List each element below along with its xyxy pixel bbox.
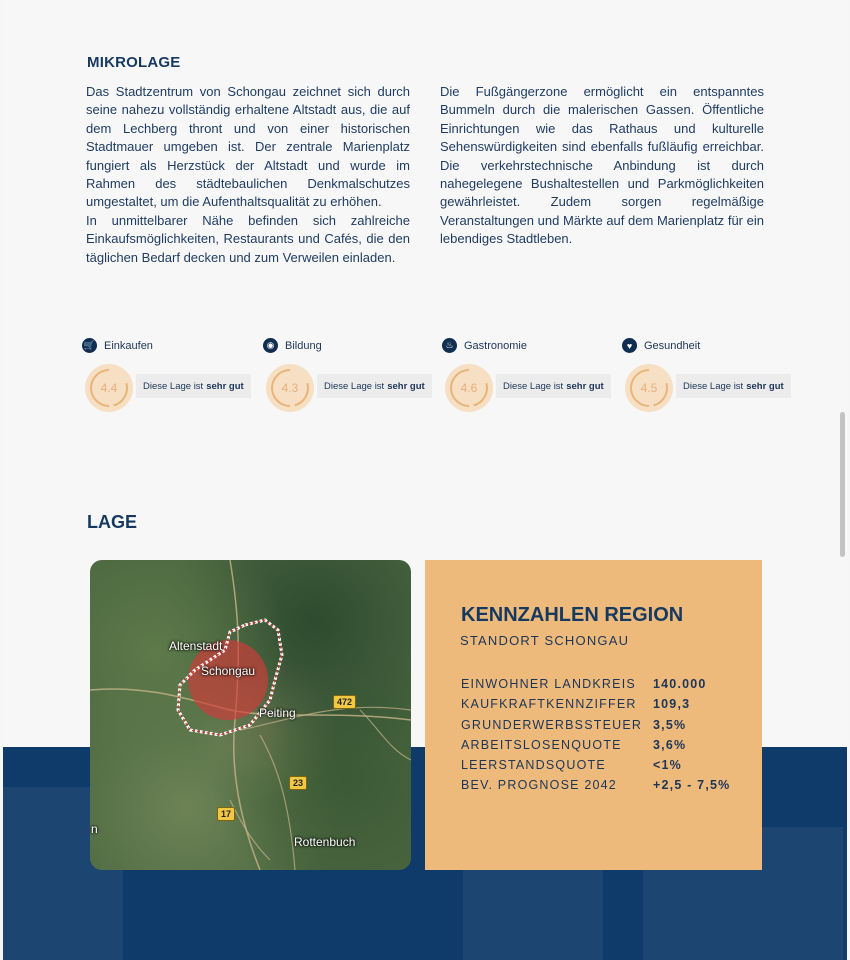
score-label: Gesundheit bbox=[644, 339, 701, 352]
score-ring bbox=[85, 364, 133, 412]
score-header bbox=[622, 338, 700, 353]
score-value: 4.4 bbox=[100, 381, 118, 395]
mikrolage-paragraph-2: In unmittelbarer Nähe befinden sich zahlreiche Einkaufsmöglichkeiten, Restaurants und Cafés, die den täglichen Bedarf decken und zum Verweilen einladen. bbox=[86, 212, 410, 265]
rating-prefix: Diese Lage ist bbox=[324, 380, 385, 392]
kpi-label: LEERSTANDSQUOTE bbox=[461, 758, 606, 773]
score-header bbox=[442, 338, 527, 353]
kennzahlen-card bbox=[425, 560, 762, 870]
mikrolage-title: MIKROLAGE bbox=[87, 54, 181, 71]
map-label-rottenbuch: Rottenbuch bbox=[294, 835, 356, 849]
map-label-peiting: Peiting bbox=[259, 706, 296, 720]
kpi-label: BEV. PROGNOSE 2042 bbox=[461, 778, 617, 793]
kpi-value: 3,6% bbox=[653, 737, 687, 752]
rating-bold: sehr gut bbox=[387, 380, 425, 392]
road-badge-23: 23 bbox=[289, 776, 307, 790]
shopping-cart-icon: 🛒 bbox=[82, 338, 97, 353]
kpi-value: 109,3 bbox=[653, 697, 691, 712]
restaurant-icon: ♨ bbox=[442, 338, 457, 353]
rating-prefix: Diese Lage ist bbox=[143, 380, 204, 392]
score-value: 4.5 bbox=[640, 381, 658, 395]
road-badge-17: 17 bbox=[217, 807, 235, 821]
kpi-row bbox=[461, 718, 730, 738]
score-header bbox=[82, 338, 153, 353]
scrollbar-thumb[interactable] bbox=[840, 412, 845, 557]
kpi-row bbox=[461, 697, 730, 717]
kennzahlen-subtitle: STANDORT SCHONGAU bbox=[460, 633, 630, 648]
rating-bold: sehr gut bbox=[566, 380, 604, 392]
rating-prefix: Diese Lage ist bbox=[503, 380, 564, 392]
kpi-value: +2,5 - 7,5% bbox=[653, 778, 731, 793]
score-value: 4.3 bbox=[281, 381, 299, 395]
map-label-schongau: Schongau bbox=[201, 664, 256, 678]
mikrolage-paragraph-1: Das Stadtzentrum von Schongau zeichnet sich durch seine nahezu vollständig erhaltene Altstadt aus, die auf dem Lechberg thront und von einer historischen Stadtmauer umgeben ist. Der zentrale Marienplatz fungiert als Herzstück der Altstadt und wurde im Rahmen des städtebaulichen Denkmalschutzes umgestaltet, um die Aufenthaltsqualität zu erhöhen. bbox=[86, 84, 410, 210]
kpi-label: ARBEITSLOSENQUOTE bbox=[461, 737, 622, 752]
kpi-label: EINWOHNER LANDKREIS bbox=[461, 677, 636, 691]
kpi-value: 140.000 bbox=[653, 677, 707, 691]
map-label-edge: n bbox=[91, 822, 98, 836]
score-einkaufen bbox=[82, 338, 262, 418]
kpi-label: GRUNDERWERBSSTEUER bbox=[461, 717, 643, 732]
kpi-row bbox=[461, 758, 730, 778]
map-label-altenstadt: Altenstadt bbox=[169, 639, 223, 653]
score-rating-text bbox=[676, 374, 791, 398]
road-badge-472: 472 bbox=[333, 695, 356, 709]
mikrolage-paragraph-3: Die Fußgängerzone ermöglicht ein entspanntes Bummeln durch die malerischen Gassen. Öffentliche Einrichtungen wie das Rathaus und kulturelle Sehenswürdigkeiten sind ebenfalls fußläufig erreichbar. Die verkehrstechnische Anbindung ist durch nahegelegene Bushaltestellen und Parkmöglichkeiten gewährleistet. Zudem sorgen regelmäßige Veranstaltungen und Märkte auf dem Marienplatz für ein lebendiges Stadtleben. bbox=[440, 84, 764, 247]
kennzahlen-table bbox=[461, 677, 730, 799]
score-ring bbox=[625, 364, 673, 412]
score-ring bbox=[445, 364, 493, 412]
kpi-row bbox=[461, 738, 730, 758]
score-label: Bildung bbox=[285, 339, 322, 352]
score-header bbox=[263, 338, 322, 353]
score-ring bbox=[266, 364, 314, 412]
score-gesundheit bbox=[622, 338, 802, 418]
score-label: Einkaufen bbox=[104, 339, 153, 352]
score-rating-text bbox=[317, 374, 432, 398]
kpi-row bbox=[461, 778, 730, 798]
rating-prefix: Diese Lage ist bbox=[683, 380, 744, 392]
kpi-value: 3,5% bbox=[653, 717, 687, 732]
health-heart-icon: ♥ bbox=[622, 338, 637, 353]
map-overlay bbox=[90, 560, 411, 870]
lage-title: LAGE bbox=[87, 512, 138, 532]
mikrolage-text-left bbox=[86, 83, 410, 267]
kpi-row bbox=[461, 677, 730, 697]
score-bildung bbox=[263, 338, 443, 418]
score-rating-text bbox=[136, 374, 251, 398]
score-rating-text bbox=[496, 374, 611, 398]
score-label: Gastronomie bbox=[464, 339, 527, 352]
rating-bold: sehr gut bbox=[206, 380, 244, 392]
score-value: 4.6 bbox=[460, 381, 478, 395]
location-map[interactable] bbox=[90, 560, 411, 870]
rating-bold: sehr gut bbox=[746, 380, 784, 392]
education-icon: ◉ bbox=[263, 338, 278, 353]
kpi-value: <1% bbox=[653, 758, 682, 773]
score-gastronomie bbox=[442, 338, 622, 418]
mikrolage-text-right bbox=[440, 83, 764, 249]
kpi-label: KAUFKRAFTKENNZIFFER bbox=[461, 697, 637, 712]
kennzahlen-title: KENNZAHLEN REGION bbox=[461, 604, 684, 626]
building-silhouette bbox=[463, 857, 603, 960]
